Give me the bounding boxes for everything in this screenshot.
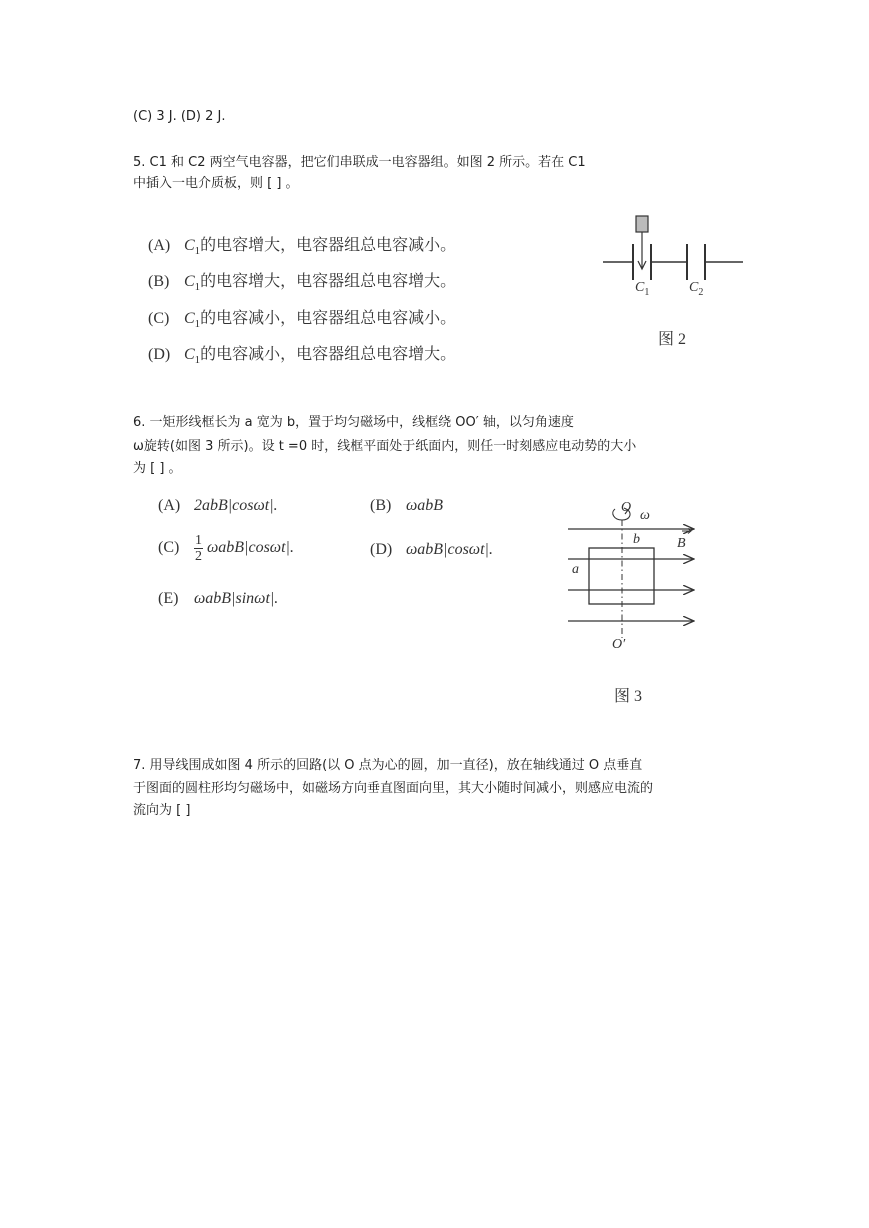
figure-3-loop bbox=[560, 500, 710, 660]
figure-3-omega-label: ω bbox=[640, 508, 650, 523]
q6-option-c-fraction: $\frac{1}{2}$ bbox=[195, 533, 202, 564]
figure-2-capacitors bbox=[595, 212, 755, 302]
q6-option-a: (A) 2abB|cosωt|. bbox=[158, 497, 278, 514]
figure-3-o-label: O bbox=[621, 500, 632, 515]
q7-stem-line2: 于图面的圆柱形均匀磁场中，如磁场方向垂直图面向里，其大小随时间减小，则感应电流的 bbox=[133, 781, 654, 796]
q6-stem-line3: 为 [ ] 。 bbox=[133, 461, 182, 476]
q6-option-c: (C) $\frac{1}{2}$ ωabB|cosωt|. bbox=[158, 533, 294, 564]
q5-option-d: (D) $C_1$的电容减小，电容器组总电容增大。 bbox=[148, 346, 457, 367]
figure-3-caption: 图 3 bbox=[614, 688, 643, 705]
q6-option-d: (D) ωabB|cosωt|. bbox=[370, 541, 493, 558]
q6-stem-line1: 6. 一矩形线框长为 a 宽为 b，置于均匀磁场中，线框绕 OO′ 轴，以匀角速度 bbox=[133, 415, 574, 430]
q7-stem-line1: 7. 用导线围成如图 4 所示的回路(以 O 点为心的圆，加一直径)，放在轴线通过 O 点垂直 bbox=[133, 758, 643, 773]
figure-3-b-label: b bbox=[633, 532, 640, 547]
q5-option-a: (A) $C_1$的电容增大，电容器组总电容减小。 bbox=[148, 237, 457, 258]
q7-stem-line3: 流向为 [ ] bbox=[133, 803, 191, 818]
q4-options-tail: (C) 3 J. (D) 2 J. bbox=[133, 109, 226, 124]
figure-3-field-label: B bbox=[677, 536, 686, 551]
q6-option-e: (E) ωabB|sinωt|. bbox=[158, 590, 279, 607]
figure-2-caption: 图 2 bbox=[658, 331, 687, 348]
figure-3-o-prime-label: O′ bbox=[612, 637, 626, 652]
figure-2-c1-label: $C_1$ bbox=[635, 280, 650, 298]
figure-3-a-label: a bbox=[572, 562, 579, 577]
q6-option-b: (B) ωabB bbox=[370, 497, 444, 514]
q5-option-b: (B) $C_1$的电容增大，电容器组总电容增大。 bbox=[148, 273, 457, 294]
q6-stem-line2: ω旋转(如图 3 所示)。设 t =0 时，线框平面处于纸面内，则任一时刻感应电动势的大小 bbox=[133, 439, 637, 454]
q5-stem-line2: 中插入一电介质板，则 [ ] 。 bbox=[133, 176, 299, 191]
q5-stem-line1: 5. C1 和 C2 两空气电容器，把它们串联成一电容器组。如图 2 所示。若在 C1 bbox=[133, 155, 586, 170]
figure-2-c2-label: $C_2$ bbox=[689, 280, 704, 298]
q5-option-c: (C) $C_1$的电容减小，电容器组总电容减小。 bbox=[148, 310, 457, 331]
